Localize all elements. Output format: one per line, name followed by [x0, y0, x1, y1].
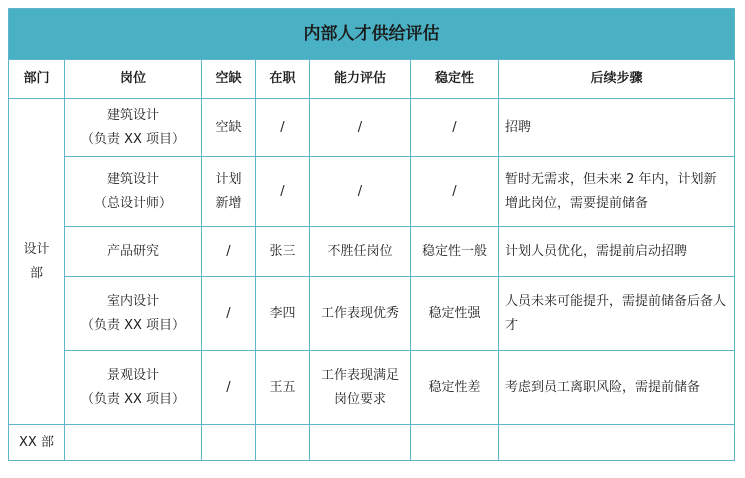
header-next-steps: 后续步骤 [499, 60, 735, 99]
incumbent-cell: / [256, 99, 310, 157]
position-cell [65, 157, 202, 227]
stability-cell [411, 227, 499, 277]
next-steps-cell [499, 425, 735, 461]
position-cell [65, 351, 202, 425]
stability-cell: / [411, 157, 499, 227]
vacancy-cell [202, 157, 256, 227]
stability-cell: 稳定性差 [411, 351, 499, 425]
ability-cell: / [310, 99, 411, 157]
table-title: 内部人才供给评估 [9, 9, 735, 60]
table-row [9, 157, 735, 227]
vacancy-cell: / [202, 351, 256, 425]
header-ability: 能力评估 [310, 60, 411, 99]
dept-cell [9, 99, 65, 425]
header-position: 岗位 [65, 60, 202, 99]
ability-text: 工作表现优秀 [320, 305, 399, 321]
position-note: （总设计师） [93, 195, 172, 211]
title-row [9, 9, 735, 60]
stability-cell: / [411, 99, 499, 157]
table-row [9, 277, 735, 351]
incumbent-cell: 王五 [256, 351, 310, 425]
stability-text: 稳定性一般 [421, 243, 487, 259]
incumbent-cell: / [256, 157, 310, 227]
stability-cell: 稳定性强 [411, 277, 499, 351]
header-vacancy: 空缺 [202, 60, 256, 99]
vacancy-cell: / [202, 227, 256, 277]
position-note: （负责 XX 项目） [80, 131, 186, 147]
table-row [9, 351, 735, 425]
table-row [9, 425, 735, 461]
vacancy-cell [202, 425, 256, 461]
ability-cell [310, 351, 411, 425]
next-steps-cell: 人员未来可能提升，需提前储备后备人才 [499, 277, 735, 351]
position-cell [65, 277, 202, 351]
next-steps-cell: 招聘 [499, 99, 735, 157]
stability-cell [411, 425, 499, 461]
ability-cell [310, 277, 411, 351]
next-steps-cell: 考虑到员工离职风险，需提前储备 [499, 351, 735, 425]
position-cell [65, 227, 202, 277]
position-name: 建筑设计 [106, 107, 159, 123]
position-note: （负责 XX 项目） [80, 317, 186, 333]
table-row [9, 227, 735, 277]
talent-supply-table [8, 8, 735, 461]
ability-cell: 不胜任岗位 [310, 227, 411, 277]
position-name: 室内设计 [106, 293, 159, 309]
incumbent-cell: 李四 [256, 277, 310, 351]
position-name: 景观设计 [106, 367, 159, 383]
position-note: （负责 XX 项目） [80, 391, 186, 407]
dept-cell: XX 部 [9, 425, 65, 461]
ability-cell [310, 425, 411, 461]
dept-label: 设计部 [23, 241, 50, 281]
header-dept: 部门 [9, 60, 65, 99]
position-cell [65, 425, 202, 461]
table-row [9, 99, 735, 157]
vacancy-cell: / [202, 277, 256, 351]
vacancy-cell: 空缺 [202, 99, 256, 157]
header-row [9, 60, 735, 99]
incumbent-cell [256, 425, 310, 461]
talent-supply-table-container [8, 8, 734, 461]
incumbent-cell: 张三 [256, 227, 310, 277]
vacancy-text: 计划新增 [215, 171, 242, 211]
header-stability: 稳定性 [411, 60, 499, 99]
header-incumbent: 在职 [256, 60, 310, 99]
next-steps-cell: 计划人员优化，需提前启动招聘 [499, 227, 735, 277]
position-name: 产品研究 [106, 243, 159, 259]
next-steps-cell: 暂时无需求，但未来 2 年内，计划新增此岗位，需要提前储备 [499, 157, 735, 227]
ability-cell: / [310, 157, 411, 227]
position-cell [65, 99, 202, 157]
ability-text: 工作表现满足岗位要求 [320, 367, 399, 407]
position-name: 建筑设计 [106, 171, 159, 187]
